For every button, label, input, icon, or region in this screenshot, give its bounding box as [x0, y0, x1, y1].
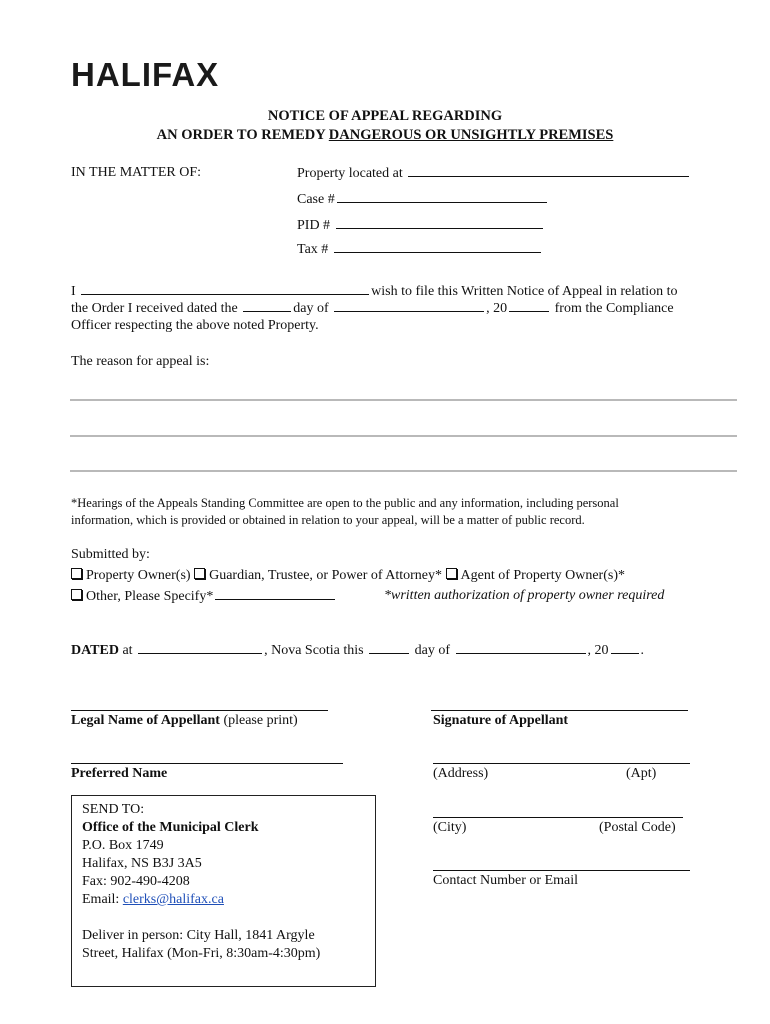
- submitted-row-2: [71, 588, 337, 605]
- logo-text: HALIFAX: [71, 58, 220, 90]
- option-other-label: Other, Please Specify*: [86, 589, 214, 604]
- checkbox-icon[interactable]: [71, 589, 82, 600]
- dated-at: at: [122, 643, 133, 658]
- deliver-line-1: Deliver in person: City Hall, 1841 Argyle: [82, 928, 315, 943]
- halifax-logo-graphic: [71, 58, 221, 90]
- city-line[interactable]: [433, 817, 683, 818]
- dated-day-of: day of: [414, 643, 451, 658]
- appellant-name-blank[interactable]: [81, 283, 369, 295]
- title-line-2: [0, 127, 770, 144]
- halifax-logo: [71, 58, 221, 95]
- apt-label: (Apt): [626, 766, 657, 781]
- legal-name-line[interactable]: [71, 710, 328, 711]
- statement-line-3: Officer respecting the above noted Property.: [71, 318, 319, 333]
- matter-label: IN THE MATTER OF:: [71, 165, 202, 180]
- submitted-label: Submitted by:: [71, 547, 150, 562]
- signature-label: [433, 713, 568, 729]
- dated-period: .: [640, 643, 645, 658]
- option-agent[interactable]: [446, 568, 625, 583]
- title-line-2-underlined: DANGEROUS OR UNSIGHTLY PREMISES: [328, 127, 614, 143]
- send-to-fax: Fax: 902-490-4208: [82, 874, 190, 889]
- checkbox-icon[interactable]: [446, 568, 457, 579]
- address-line[interactable]: [433, 763, 690, 764]
- option-property-owner-label: Property Owner(s): [86, 568, 191, 583]
- legal-name-bold: Legal Name of Appellant: [71, 713, 220, 728]
- checkbox-icon[interactable]: [71, 568, 82, 579]
- order-year-blank[interactable]: [509, 300, 549, 312]
- order-day-blank[interactable]: [243, 300, 291, 312]
- reason-label: The reason for appeal is:: [71, 354, 210, 369]
- order-month-blank[interactable]: [334, 300, 484, 312]
- email-link[interactable]: clerks@halifax.ca: [122, 892, 224, 907]
- legal-name-rest: (please print): [223, 713, 298, 728]
- hearings-note-line-1: *Hearings of the Appeals Standing Committee are open to the public and any information, including personal: [71, 496, 619, 510]
- address-label: (Address): [433, 766, 489, 781]
- tax-blank[interactable]: [334, 241, 541, 253]
- statement-comma20: , 20: [486, 301, 508, 316]
- option-guardian[interactable]: [194, 568, 442, 583]
- contact-label: Contact Number or Email: [433, 873, 579, 888]
- statement-line-2: [71, 300, 674, 317]
- send-to-label: SEND TO:: [82, 802, 145, 817]
- tax-field[interactable]: [297, 241, 543, 258]
- statement-day-of: day of: [293, 301, 329, 316]
- send-to-box: [71, 795, 376, 987]
- property-field[interactable]: [297, 165, 691, 182]
- signature-label-text: Signature of Appellant: [433, 713, 569, 728]
- statement-wish: wish to file this Written Notice of Appeal in relation to: [371, 284, 678, 299]
- tax-label: Tax #: [297, 242, 329, 257]
- send-to-pobox: P.O. Box 1749: [82, 838, 164, 853]
- statement-i: I: [71, 284, 76, 299]
- dated-nova: , Nova Scotia this: [264, 643, 364, 658]
- send-to-office-text: Office of the Municipal Clerk: [82, 820, 259, 835]
- dated-month-blank[interactable]: [456, 642, 586, 654]
- property-label: Property located at: [297, 166, 403, 181]
- option-property-owner[interactable]: [71, 568, 191, 583]
- dated-year-blank[interactable]: [611, 642, 639, 654]
- dated-comma20: , 20: [587, 643, 609, 658]
- pid-field[interactable]: [297, 217, 545, 234]
- option-guardian-label: Guardian, Trustee, or Power of Attorney*: [209, 568, 443, 583]
- case-field[interactable]: [297, 191, 549, 208]
- other-specify-blank[interactable]: [215, 588, 335, 600]
- dated-label: DATED: [71, 643, 119, 658]
- submitted-row-1: [71, 568, 625, 584]
- option-other[interactable]: [71, 589, 337, 604]
- reason-line-1[interactable]: [70, 399, 737, 401]
- email-label: Email:: [82, 892, 123, 907]
- reason-line-2[interactable]: [70, 435, 737, 437]
- city-label: (City): [433, 820, 467, 835]
- checkbox-icon[interactable]: [194, 568, 205, 579]
- statement-line-1: [71, 283, 678, 300]
- signature-line[interactable]: [431, 710, 688, 711]
- dated-day-blank[interactable]: [369, 642, 409, 654]
- pid-label: PID #: [297, 218, 331, 233]
- deliver-line-2: Street, Halifax (Mon-Fri, 8:30am-4:30pm): [82, 946, 321, 961]
- postal-label: (Postal Code): [599, 820, 676, 835]
- case-blank[interactable]: [337, 191, 547, 203]
- dated-place-blank[interactable]: [138, 642, 262, 654]
- statement-order-dated: the Order I received dated the: [71, 301, 238, 316]
- hearings-note-line-2: information, which is provided or obtained in relation to your appeal, will be a matter of public record.: [71, 513, 585, 527]
- preferred-name-label: [71, 766, 167, 782]
- statement-from: from the Compliance: [554, 301, 674, 316]
- authorization-note: [384, 588, 664, 604]
- send-to-email: [82, 892, 224, 908]
- title-line-1: NOTICE OF APPEAL REGARDING: [267, 108, 503, 124]
- option-agent-label: Agent of Property Owner(s)*: [460, 568, 625, 583]
- pid-blank[interactable]: [336, 217, 543, 229]
- legal-name-label: [71, 713, 298, 729]
- contact-line[interactable]: [433, 870, 690, 871]
- title-line-2-prefix: AN ORDER TO REMEDY: [156, 127, 329, 143]
- case-label: Case #: [297, 192, 335, 207]
- send-to-city: Halifax, NS B3J 3A5: [82, 856, 202, 871]
- authorization-note-text: *written authorization of property owner required: [384, 588, 665, 603]
- dated-line: [71, 642, 644, 659]
- send-to-office: [82, 820, 259, 836]
- reason-line-3[interactable]: [70, 470, 737, 472]
- preferred-name-line[interactable]: [71, 763, 343, 764]
- property-blank[interactable]: [408, 165, 689, 177]
- preferred-name-text: Preferred Name: [71, 766, 168, 781]
